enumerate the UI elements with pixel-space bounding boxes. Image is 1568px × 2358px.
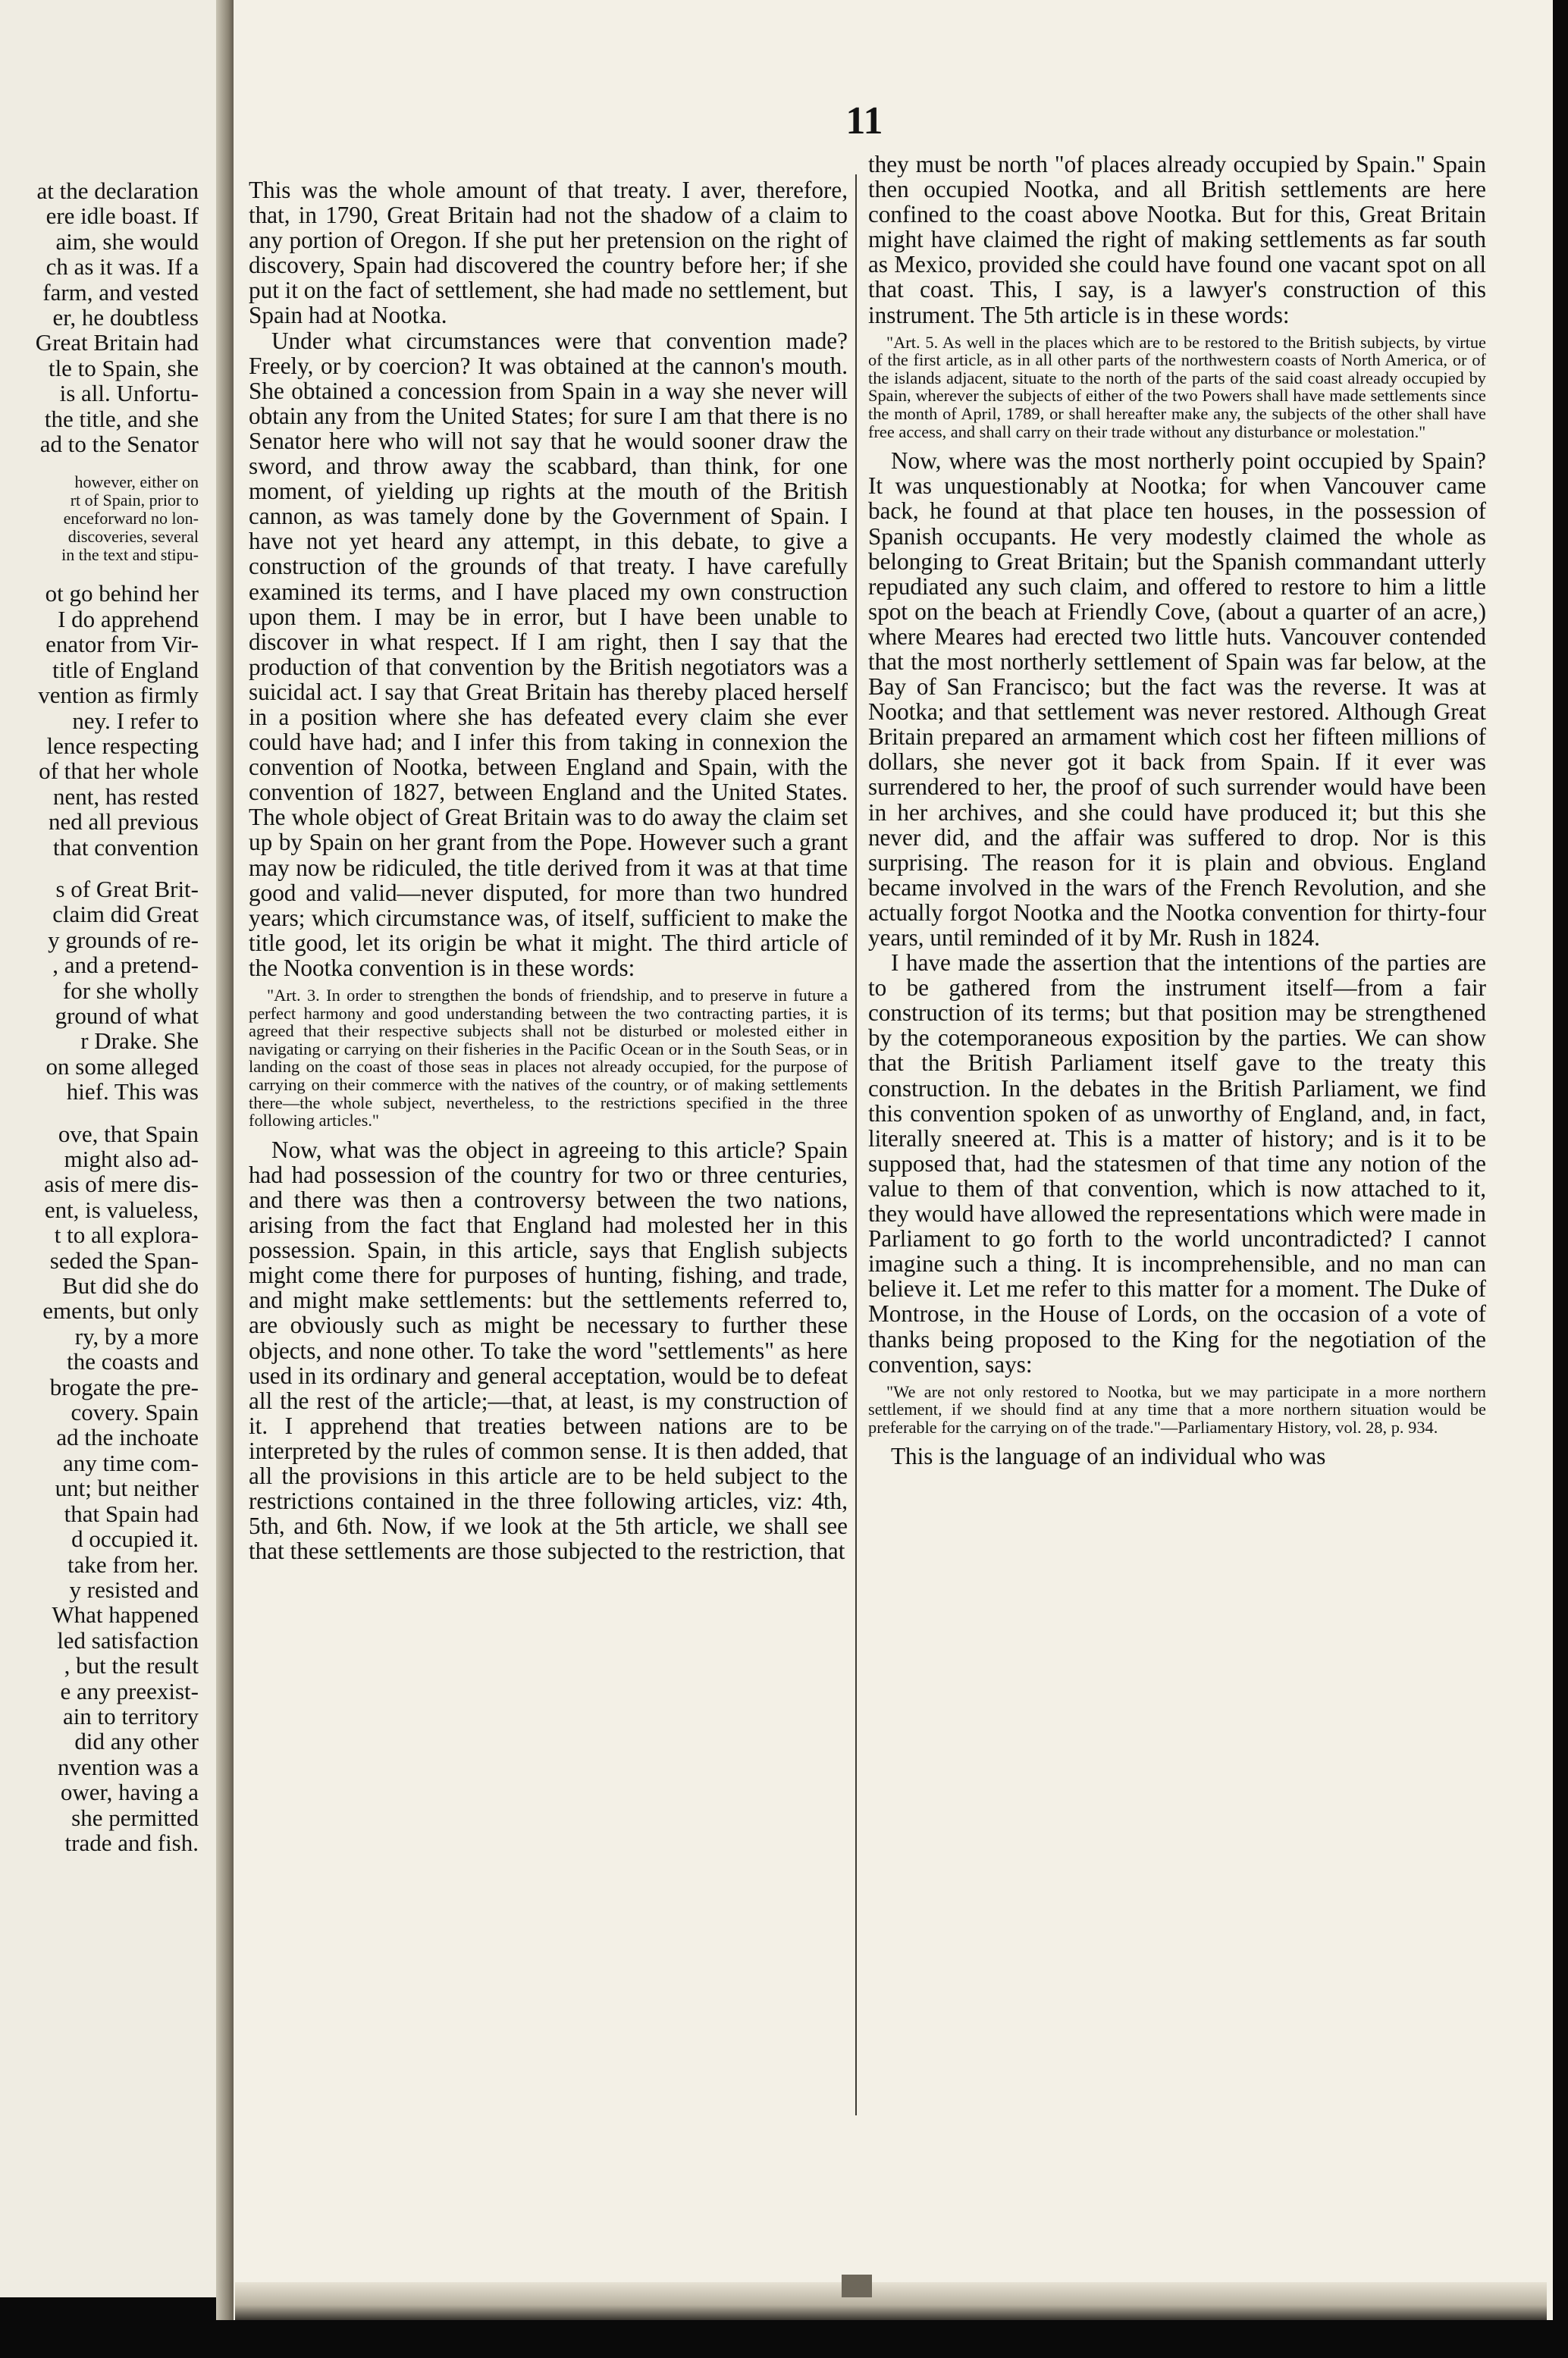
fragment-line: tle to Spain, she	[48, 354, 199, 381]
fragment-line: ad to the Senator	[39, 431, 199, 458]
paragraph-gap	[8, 564, 199, 581]
fragment-line: is all. Unfortu-	[59, 380, 199, 407]
paragraph: Now, where was the most northerly point occupied by Spain? It was unquestionably at Nootka; for when Vancouver came back, he found at that place ten houses, in the possession of Spanish occupants. He very modestly claimed the whole as belonging to Great Britain; but the Spanish commandant utterly repudiated any such claim, and offered to restore to him a little spot on the beach at Friendly Cove, (about a quarter of an acre,) where Meares had erected two little huts. Vancouver contended that the most northerly settlement of Spain was far below, at the Bay of San Francisco; but the fact was the reverse. It was at Nootka; and that settlement was never restored. Although Great Britain prepared an armament which cost her fifteen millions of dollars, she never got it back from Spain. If it ever was surrendered to her, the proof of such surrender would have been in her archives, and she could have produced it; but this she never did, and the affair was suffered to drop. Nor is this surprising. The reason for it is plain and obvious. England became involved in the wars of the French Revolution, and she actually forgot Nootka and the Nootka convention for thirty-four years, until reminded of it by Mr. Rush in 1824.	[868, 447, 1486, 951]
fragment-line: ned all previous	[48, 808, 199, 836]
fragment-line: , and a pretend-	[52, 952, 199, 979]
paragraph: Now, what was the object in agreeing to this article? Spain had had possession of the country for two or three centuries, and there was then a controversy between the two nations, arising from the fact that England had molested her in this possession. Spain, in this article, says that English subjects might come there for purposes of hunting, fishing, and trade, and might make settlements: but the settlements referred to, are obviously such as might be necessary to further these objects, and none other. To take the word "settlements" as here used in its ordinary and general acceptation, would be to defeat all the rest of the article;—that, at least, is my construction of it. I apprehend that treaties between nations are to be interpreted by the rules of common sense. It is then added, that all the provisions in this article are to be held subject to the restrictions contained in the three following articles, viz: 4th, 5th, and 6th. Now, if we look at the 5th article, we shall see that these settlements are those subjected to the restriction, that	[249, 1136, 848, 1565]
fragment-line: e any preexist-	[60, 1677, 199, 1704]
fragment-line: at the declaration	[36, 177, 199, 204]
fragment-line: led satisfaction	[57, 1626, 199, 1654]
fragment-line: enceforward no lon-	[63, 509, 199, 528]
fragment-line: ower, having a	[60, 1779, 199, 1806]
fragment-line: er, he doubtless	[52, 304, 199, 331]
column-divider	[855, 174, 857, 2115]
fragment-line: nvention was a	[58, 1753, 199, 1780]
fragment-line: y grounds of re-	[48, 926, 199, 953]
fragment-line: ove, that Spain	[58, 1120, 199, 1147]
fragment-line: that convention	[53, 833, 199, 861]
fragment-line: , but the result	[64, 1652, 199, 1679]
fragment-line: ements, but only	[42, 1297, 199, 1325]
fragment-line: trade and fish.	[64, 1829, 199, 1856]
fragment-line: rt of Spain, prior to	[70, 491, 199, 510]
fragment-line: that Spain had	[64, 1500, 199, 1527]
fragment-line: covery. Spain	[71, 1399, 199, 1426]
fragment-line: brogate the pre-	[49, 1373, 199, 1400]
fragment-line: might also ad-	[64, 1146, 199, 1172]
treaty-quote-article-5	[868, 334, 1486, 441]
fragment-line: of that her whole	[39, 757, 199, 785]
fragment-line: unt; but neither	[55, 1475, 199, 1502]
parliamentary-quote	[868, 1383, 1486, 1437]
fragment-line: take from her.	[67, 1551, 199, 1578]
fragment-line: ney. I refer to	[72, 707, 199, 734]
paragraph: This was the whole amount of that treaty. I aver, therefore, that, in 1790, Great Britain had not the shadow of a claim to any portion of Oregon. If she put her pretension on the right of discovery, Spain had discovered the country before her; if she put it on the fact of settlement, she had made no settlement, but Spain had at Nootka.	[249, 177, 848, 329]
paragraph: This is the language of an individual who was	[891, 1443, 1326, 1470]
paragraph: I have made the assertion that the intentions of the parties are to be gathered from the instrument itself—from a fair construction of its terms; but that position may be strengthened by the cotemporaneous exposition by the parties. We can show that the British Parliament itself gave to the treaty this construction. In the debates in the British Parliament, we find this convention spoken of as unworthy of England, and, in fact, literally sneered at. This is a matter of history; and is it to be supposed that, had the statesmen of that time any notion of the value to them of that convention, which is now attached to it, they would have allowed the representations which were made in Parliament to go forth to the world uncontradicted? I cannot imagine such a thing. It is incomprehensible, and no man can believe it. Let me refer to this matter for a moment. The Duke of Montrose, in the House of Lords, on the occasion of a vote of thanks being proposed to the King for the negotiation of the convention, says:	[868, 949, 1486, 1378]
fragment-line: y resisted and	[69, 1576, 199, 1603]
binding-shadow	[842, 2275, 872, 2297]
fragment-line: What happened	[52, 1601, 199, 1629]
fragment-line: did any other	[74, 1728, 199, 1755]
fragment-line: in the text and stipu-	[61, 545, 199, 565]
quote-text: "Art. 5. As well in the places which are to be restored to the British subjects, by virtue of the first article, as in all other parts of the northwestern coasts of North America, or of the islands adjacent, situate to the north of the parts of the said coast already occupied by Spain, wherever the subjects of either of the two Powers shall have made settlements since the month of April, 1789, or shall hereafter make any, the subjects of the other shall have free access, and shall carry on their trade without any disturbance or molestation."	[868, 332, 1486, 441]
fragment-line: s of Great Brit-	[55, 875, 199, 902]
fragment-line: for she wholly	[62, 977, 199, 1004]
fragment-line: title of England	[52, 656, 199, 683]
fragment-line: claim did Great	[52, 901, 199, 928]
fragment-line: ry, by a more	[74, 1322, 199, 1350]
treaty-quote-article-3	[249, 986, 848, 1130]
paragraph-gap	[8, 1105, 199, 1121]
fragment-line: ground of what	[55, 1002, 199, 1029]
fragment-line: ad the inchoate	[56, 1424, 199, 1451]
paragraph-gap	[8, 860, 199, 876]
fragment-line: on some alleged	[45, 1052, 199, 1080]
fragment-line: ot go behind her	[45, 580, 199, 607]
fragment-line: hief. This was	[66, 1078, 199, 1105]
fragment-line: ere idle boast. If	[45, 202, 199, 230]
fragment-line: ch as it was. If a	[45, 253, 199, 281]
paragraph: they must be north "of places already occupied by Spain." Spain then occupied Nootka, and all British settlements are here confined to the coast above Nootka. But for this, Great Britain might have claimed the right of making settlements as far south as Mexico, provided she could have found one vacant spot on all that coast. This, I say, is a lawyer's construction of this instrument. The 5th article is in these words:	[868, 151, 1486, 328]
fragment-line: ent, is valueless,	[44, 1196, 199, 1223]
quote-text: "Art. 3. In order to strengthen the bonds of friendship, and to preserve in future a perfect harmony and good understanding between the two contracting parties, it is agreed that their respective subjects shall not be disturbed or molested either in navigating or carrying on their fisheries in the Pacific Ocean or in the South Seas, or in landing on the coast of those seas in places not already occupied, for the purpose of carrying on their commerce with the natives of the country, or of making settlements there—the whole subject, nevertheless, to the restrictions specified in the three following articles."	[249, 986, 848, 1130]
fragment-line: any time com-	[62, 1449, 199, 1476]
fragment-line: lence respecting	[46, 732, 199, 759]
paragraph-gap	[8, 456, 199, 473]
fragment-line: however, either on	[74, 472, 199, 492]
fragment-line: she permitted	[71, 1804, 199, 1831]
left-column	[249, 177, 848, 1563]
fragment-line: Great Britain had	[35, 329, 199, 356]
fragment-line: discoveries, several	[67, 527, 199, 547]
fragment-line: enator from Vir-	[45, 631, 199, 658]
fragment-line: t to all explora-	[54, 1221, 199, 1249]
fragment-line: I do apprehend	[58, 605, 199, 632]
fragment-line: vention as firmly	[38, 682, 199, 709]
fragment-line: asis of mere dis-	[43, 1171, 199, 1198]
fragment-line: aim, she would	[55, 227, 199, 255]
previous-page-text	[8, 178, 199, 1855]
fragment-line: But did she do	[62, 1272, 199, 1300]
fragment-line: ain to territory	[62, 1702, 199, 1729]
fragment-line: d occupied it.	[71, 1525, 199, 1553]
right-column	[868, 152, 1486, 1469]
fragment-line: seded the Span-	[49, 1246, 199, 1274]
fragment-line: nent, has rested	[53, 782, 199, 810]
paragraph: Under what circumstances were that convention made? Freely, or by coercion? It was obtained at the cannon's mouth. She obtained a concession from Spain in a way she never will obtain any from the United States; for sure I am that there is no Senator here who will not say that he would sooner draw the sword, and throw away the scabbard, than think, for one moment, of yielding up rights at the mouth of the British cannon, as was tamely done by the Government of Spain. I have not yet heard any attempt, in this debate, to give a construction of the grounds of that treaty. I have carefully examined its terms, and I have placed my own construction upon them. I may be in error, but I have been unable to discover in what respect. If I am right, then I say that the production of that convention by the British negotiators was a suicidal act. I say that Great Britain has thereby placed herself in a position where she has defeated every claim she ever could have had; and I infer this from taking in connexion the convention of Nootka, between England and Spain, with the convention of 1827, between England and the United States. The whole object of Great Britain was to do away the claim set up by Spain on her grant from the Pope. However such a grant may now be ridiculed, the title derived from it was at that time good and valid—never disputed, for more than two hundred years; which circumstance was, of itself, sufficient to make the title good, let its origin be what it might. The third article of the Nootka convention is in these words:	[249, 327, 848, 981]
page-bottom-edge	[235, 2282, 1547, 2320]
fragment-line: the coasts and	[67, 1348, 199, 1375]
fragment-line: r Drake. She	[80, 1027, 199, 1055]
quote-text: "We are not only restored to Nootka, but we may participate in a more northern settlement, if we should find at any time that a more northern situation would be preferable for the carrying on of the trade."—Parliamentary History, vol. 28, p. 934.	[868, 1381, 1486, 1437]
page-number: 11	[845, 99, 883, 143]
previous-page-edge	[0, 0, 216, 2297]
fragment-line: the title, and she	[44, 405, 199, 432]
fragment-line: farm, and vested	[42, 278, 199, 306]
